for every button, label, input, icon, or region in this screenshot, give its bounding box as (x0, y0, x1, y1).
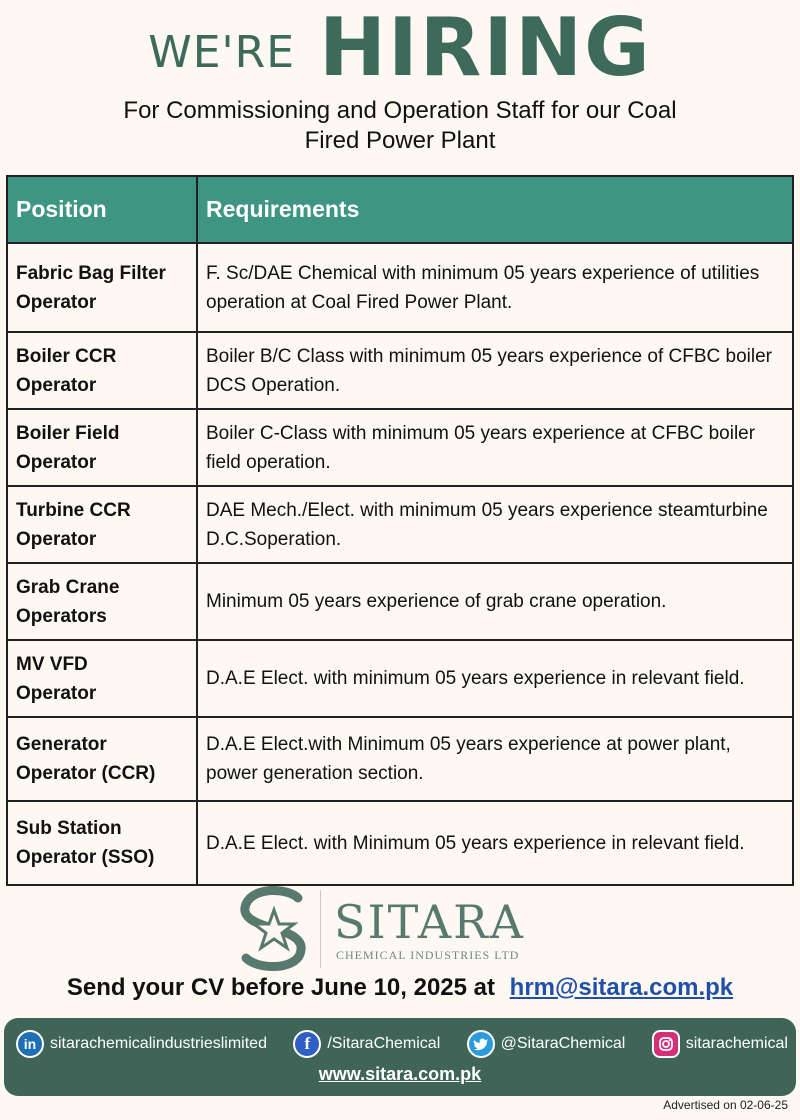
hiring-text: HIRING (319, 1, 652, 94)
facebook-icon: f (293, 1030, 321, 1058)
position-cell (7, 801, 197, 885)
requirement-cell: D.A.E Elect.with Minimum 05 years experience at power plant, power generation section. (197, 717, 793, 801)
position-line: Operators (16, 605, 107, 627)
table-row (7, 563, 793, 640)
header-position: Position (7, 176, 197, 243)
table-row (7, 801, 793, 885)
sitara-star-icon (236, 884, 312, 972)
table-row (7, 640, 793, 717)
position-cell (7, 409, 197, 486)
twitter-icon (467, 1030, 495, 1058)
position-line: Fabric Bag Filter (16, 262, 166, 284)
table-row (7, 717, 793, 801)
requirement-cell: D.A.E Elect. with minimum 05 years experience in relevant field. (197, 640, 793, 717)
position-line: Operator (16, 374, 97, 396)
position-line: Turbine CCR (16, 499, 131, 521)
table-row (7, 409, 793, 486)
requirement-cell: DAE Mech./Elect. with minimum 05 years experience steamturbine D.C.Soperation. (197, 486, 793, 563)
headline (0, 1, 800, 94)
table-header-row (7, 176, 793, 243)
position-line: Operator (SSO) (16, 847, 155, 868)
positions-table (6, 175, 794, 886)
position-cell (7, 332, 197, 409)
position-line: Operator (16, 528, 97, 550)
twitter-handle: @SitaraChemical (500, 1035, 626, 1052)
position-line: Operator (16, 682, 97, 704)
requirement-cell: Boiler B/C Class with minimum 05 years experience of CFBC boiler DCS Operation. (197, 332, 793, 409)
position-cell (7, 563, 197, 640)
instagram-link[interactable] (652, 1030, 788, 1058)
position-line: MV VFD (16, 653, 88, 675)
subtitle-line-2: Fired Power Plant (304, 127, 496, 154)
requirement-cell: D.A.E Elect. with Minimum 05 years experience in relevant field. (197, 801, 793, 885)
subtitle-line-1: For Commissioning and Operation Staff for our Coal (123, 97, 677, 124)
were-text: WE'RE (148, 27, 296, 78)
website-link[interactable]: www.sitara.com.pk (318, 1064, 482, 1084)
cta-text: Send your CV before June 10, 2025 at (66, 974, 495, 1001)
linkedin-icon: in (16, 1030, 44, 1058)
company-subname: CHEMICAL INDUSTRIES LTD (336, 948, 520, 962)
subtitle (0, 96, 800, 156)
twitter-link[interactable] (467, 1030, 626, 1058)
facebook-handle: /SitaraChemical (327, 1035, 441, 1052)
table-row (7, 332, 793, 409)
position-cell (7, 717, 197, 801)
table-row (7, 243, 793, 332)
requirement-cell: Boiler C-Class with minimum 05 years experience at CFBC boiler field operation. (197, 409, 793, 486)
requirement-cell: Minimum 05 years experience of grab crane operation. (197, 563, 793, 640)
company-name: SITARA (334, 895, 525, 949)
position-line: Operator (16, 451, 97, 473)
position-line: Sub Station (16, 818, 122, 839)
position-line: Boiler CCR (16, 345, 117, 367)
position-cell (7, 486, 197, 563)
header-requirements: Requirements (197, 176, 793, 243)
position-line: Operator (CCR) (16, 763, 156, 784)
cv-call-to-action (0, 974, 800, 1002)
position-cell (7, 243, 197, 332)
position-line: Grab Crane (16, 576, 120, 598)
logo-divider (320, 890, 321, 968)
email-link[interactable]: hrm@sitara.com.pk (509, 974, 734, 1001)
footer-bar (4, 1018, 796, 1096)
position-line: Boiler Field (16, 422, 120, 444)
linkedin-link[interactable] (16, 1030, 267, 1058)
instagram-handle: sitarachemical (685, 1035, 788, 1052)
company-logo (236, 884, 566, 974)
facebook-link[interactable] (293, 1030, 440, 1058)
advertised-date: Advertised on 02-06-25 (663, 1098, 788, 1112)
position-cell (7, 640, 197, 717)
table-row (7, 486, 793, 563)
linkedin-handle: sitarachemicalindustrieslimited (50, 1035, 267, 1052)
position-line: Operator (16, 291, 97, 313)
requirement-cell: F. Sc/DAE Chemical with minimum 05 years experience of utilities operation at Coal Fired Power Plant. (197, 243, 793, 332)
social-links (16, 1030, 788, 1058)
instagram-icon (652, 1030, 680, 1058)
position-line: Generator (16, 734, 107, 755)
